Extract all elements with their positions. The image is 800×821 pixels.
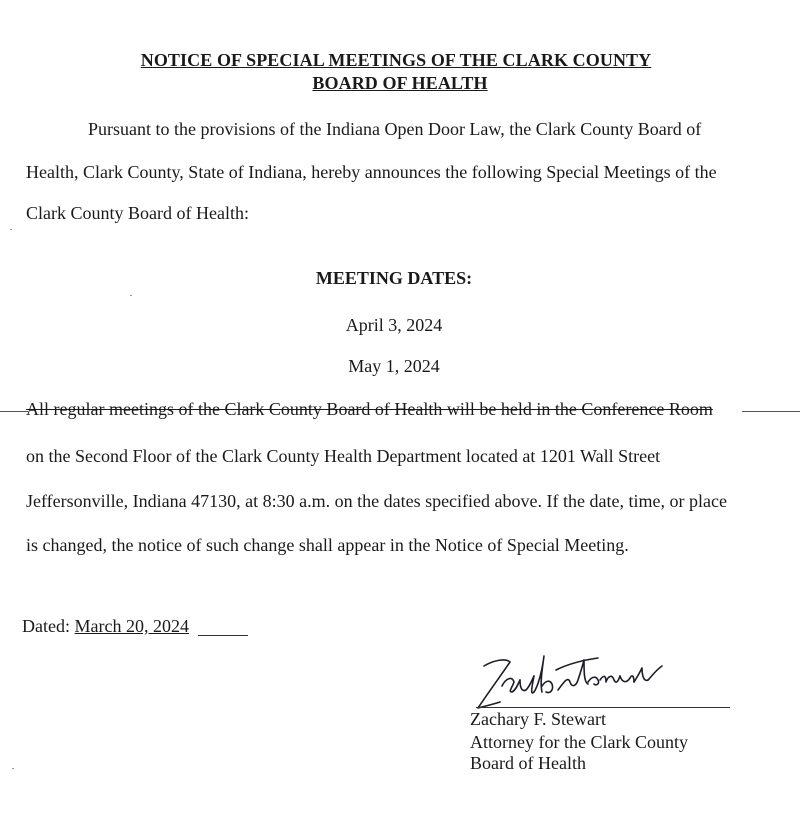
notice-title-line1: NOTICE OF SPECIAL MEETINGS OF THE CLARK COUNTY [140,50,652,70]
scan-speck [130,295,132,296]
scan-speck [10,229,12,230]
body-line-4: is changed, the notice of such change shall appear in the Notice of Special Meeting. [26,535,629,555]
signer-title-line2: Board of Health [470,753,586,773]
intro-line-3: Clark County Board of Health: [26,203,249,223]
dated-line [22,616,189,637]
intro-line-2: Health, Clark County, State of Indiana, hereby announces the following Special Meetings of the [26,162,717,182]
handwritten-signature [472,646,672,716]
meeting-date-2: May 1, 2024 [348,356,440,376]
intro-line-1: Pursuant to the provisions of the Indiana Open Door Law, the Clark County Board of [88,119,702,139]
body-line-1: All regular meetings of the Clark County Board of Health will be held in the Conference Room [26,399,713,419]
scan-speck [12,768,14,769]
meeting-dates-heading: MEETING DATES: [315,268,473,288]
signer-title-line1: Attorney for the Clark County [470,732,688,752]
dated-underline-extension [198,635,248,636]
signer-name: Zachary F. Stewart [470,709,607,729]
meeting-date-1: April 3, 2024 [345,315,443,335]
strike-rule-right [742,411,800,412]
body-line-3: Jeffersonville, Indiana 47130, at 8:30 a.m. on the dates specified above. If the date, time, or place [26,491,727,511]
notice-title-line2: BOARD OF HEALTH [312,73,488,93]
strike-rule-left [0,411,28,412]
dated-label: Dated: [22,616,70,636]
body-line-2: on the Second Floor of the Clark County Health Department located at 1201 Wall Street [26,446,661,466]
dated-value: March 20, 2024 [74,616,189,636]
